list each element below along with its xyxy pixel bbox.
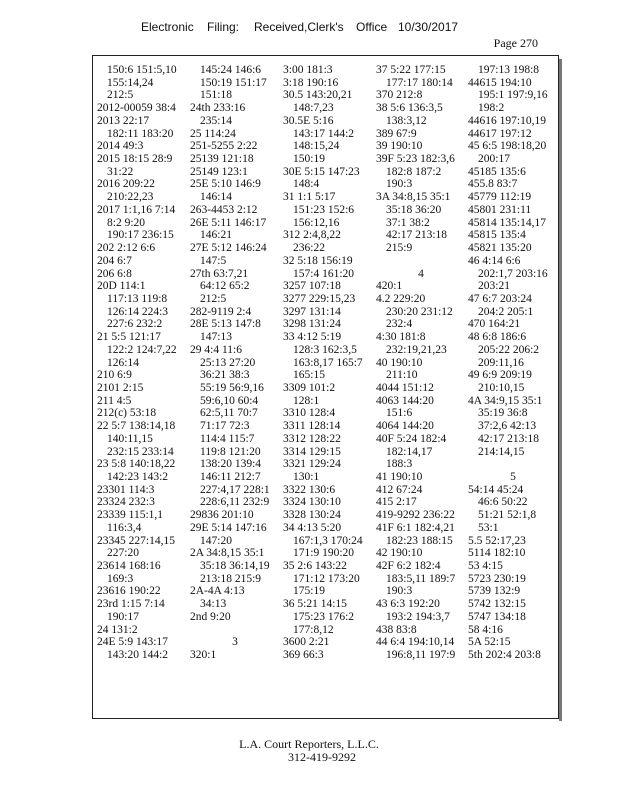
index-entry-line: 151:23 152:6 xyxy=(293,203,355,216)
index-entry-line: 39F 5:23 182:3,6 xyxy=(376,153,455,166)
index-entry-line: 175:19 xyxy=(293,585,325,598)
index-entry-line: 151:18 xyxy=(200,89,232,102)
index-entry-line: 46:6 50:22 xyxy=(478,496,528,509)
index-entry-line: 30.5E 5:16 xyxy=(283,114,334,127)
index-entry-line: 33 4:12 5:19 xyxy=(283,331,342,344)
index-entry-line: 232:15 233:14 xyxy=(107,445,174,458)
index-entry-line: 2101 2:15 xyxy=(97,381,144,394)
index-entry-line: 45801 231:11 xyxy=(468,203,532,216)
index-entry-line: 40F 5:24 182:4 xyxy=(376,432,447,445)
index-entry-line: 44 6:4 194:10,14 xyxy=(376,636,455,649)
index-entry-line: 5th 202:4 203:8 xyxy=(468,649,541,662)
index-entry-line xyxy=(376,255,466,268)
index-entry-line: 140:11,15 xyxy=(107,432,153,445)
index-entry-line: 37:1 38:2 xyxy=(386,216,430,229)
index-entry-line: 40 190:10 xyxy=(376,356,423,369)
index-entry-line: 138:3,12 xyxy=(386,114,427,127)
index-entry-line: 4044 151:12 xyxy=(376,381,434,394)
index-entry-line: 3:00 181:3 xyxy=(283,64,333,76)
index-entry-line: 34 4:13 5:20 xyxy=(283,521,342,534)
index-entry-line: 251-5255 2:22 xyxy=(190,140,258,153)
index-entry-line: 212(c) 53:18 xyxy=(97,407,157,420)
index-entry-line: 35:18 36:20 xyxy=(386,203,442,216)
index-entry-line: 177:8,12 xyxy=(293,623,334,636)
index-column-4 xyxy=(376,64,466,662)
index-entry-line: 156:12,16 xyxy=(293,216,340,229)
index-entry-line: 205:22 206:2 xyxy=(478,343,540,356)
index-entry-line: 214:14,15 xyxy=(478,445,525,458)
index-entry-line: 157:4 161:20 xyxy=(293,267,355,280)
index-entry-line: 29 4:4 11:6 xyxy=(190,343,242,356)
index-entry-line: 114:4 115:7 xyxy=(200,432,255,445)
index-entry-line: 24th 233:16 xyxy=(190,102,246,115)
index-entry-line: 55:19 56:9,16 xyxy=(200,381,264,394)
index-entry-line: 23 5:8 140:18,22 xyxy=(97,458,176,471)
index-entry-line: 25:13 27:20 xyxy=(200,356,256,369)
index-entry-line: 4064 144:20 xyxy=(376,420,434,433)
index-entry-line: 148:7,23 xyxy=(293,102,334,115)
index-entry-line: 35:19 36:8 xyxy=(478,407,528,420)
index-entry-line: 182:11 183:20 xyxy=(107,127,174,140)
index-entry-line: 20D 114:1 xyxy=(97,280,146,293)
index-entry-line: 148:15,24 xyxy=(293,140,340,153)
index-entry-line: 5723 230:19 xyxy=(468,572,526,585)
index-entry-line: 23324 232:3 xyxy=(97,496,155,509)
index-entry-line: 24 131:2 xyxy=(97,623,138,636)
index-entry-line: 419-9292 236:22 xyxy=(376,509,455,522)
index-entry-line: 177:17 180:14 xyxy=(386,76,453,89)
index-entry-line: 8:2 9:20 xyxy=(107,216,146,229)
stamp-word-date: 10/30/2017 xyxy=(398,20,459,34)
footer-company: L.A. Court Reporters, L.L.C. xyxy=(239,737,379,751)
index-entry-line: 150:19 151:17 xyxy=(200,76,267,89)
index-entry-line: 23614 168:16 xyxy=(97,560,161,573)
index-entry-line: 30.5 143:20,21 xyxy=(283,89,353,102)
index-entry-line: 3298 131:24 xyxy=(283,318,341,331)
index-entry-line: 45 6:5 198:18,20 xyxy=(468,140,547,153)
index-entry-line: 36 5:21 14:15 xyxy=(283,598,347,611)
index-entry-line: 53 4:15 xyxy=(468,560,503,573)
index-entry-line: 470 164:21 xyxy=(468,318,521,331)
index-entry-line: 3321 129:24 xyxy=(283,458,341,471)
stamp-word-received: Received,Clerk's xyxy=(254,20,344,34)
index-entry-line: 146:14 xyxy=(200,191,232,204)
index-entry-line: 190:3 xyxy=(386,585,413,598)
index-entry-line: 128:3 162:3,5 xyxy=(293,343,357,356)
index-entry-line: 190:3 xyxy=(386,178,413,191)
index-entry-line: 190:17 236:15 xyxy=(107,229,174,242)
index-entry-line: 3311 128:14 xyxy=(283,420,341,433)
index-entry-line: 147:5 xyxy=(200,254,227,267)
index-entry-line: 45815 135:4 xyxy=(468,229,526,242)
index-entry-line: 3324 130:10 xyxy=(283,496,341,509)
index-entry-line: 455.8 83:7 xyxy=(468,178,518,191)
index-entry-line: 45779 112:19 xyxy=(468,191,532,204)
index-entry-line: 122:2 124:7,22 xyxy=(107,343,177,356)
index-entry-line: 236:22 xyxy=(293,242,325,255)
index-entry-line: 44615 194:10 xyxy=(468,76,532,89)
index-entry-line: 147:13 xyxy=(200,331,232,344)
index-entry-line: 4:30 181:8 xyxy=(376,331,426,344)
index-entry-line: 23345 227:14,15 xyxy=(97,534,175,547)
index-entry-line: 25139 121:18 xyxy=(190,153,254,166)
index-entry-line: 23339 115:1,1 xyxy=(97,509,164,522)
index-entry-line: 34:13 xyxy=(200,598,227,611)
index-entry-line: 2013 22:17 xyxy=(97,114,150,127)
index-entry-line: 44617 197:12 xyxy=(468,127,532,140)
index-entry-line: 4.2 229:20 xyxy=(376,292,426,305)
index-entry-line: 37 5:22 177:15 xyxy=(376,64,446,76)
index-entry-line: 282-9119 2:4 xyxy=(190,305,252,318)
index-entry-line: 389 67:9 xyxy=(376,127,417,140)
index-entry-line: 3328 130:24 xyxy=(283,509,341,522)
index-entry-line: 204:2 205:1 xyxy=(478,305,534,318)
index-entry-line: 235:14 xyxy=(200,114,232,127)
index-entry-line: 3314 129:15 xyxy=(283,445,341,458)
index-entry-line: 2017 1:1,16 7:14 xyxy=(97,203,176,216)
index-entry-line: 204 6:7 xyxy=(97,254,132,267)
index-column-1 xyxy=(97,64,187,662)
index-entry-line: 150:6 151:5,10 xyxy=(107,64,177,76)
index-entry-line: 210:22,23 xyxy=(107,191,154,204)
index-entry-line: 26E 5:11 146:17 xyxy=(190,216,267,229)
index-entry-line: 41 190:10 xyxy=(376,471,423,483)
index-entry-line: 2A 34:8,15 35:1 xyxy=(190,547,265,560)
index-entry-line: 312 2:4,8,22 xyxy=(283,229,341,242)
index-entry-line: 5A 52:15 xyxy=(468,636,511,649)
index-entry-line: 5114 182:10 xyxy=(468,547,526,560)
index-entry-line: 64:12 65:2 xyxy=(200,280,250,293)
index-entry-line: 200:17 xyxy=(478,153,510,166)
index-entry-line: 146:11 212:7 xyxy=(200,471,261,483)
index-entry-line: 148:4 xyxy=(293,178,320,191)
index-entry-line: 116:3,4 xyxy=(107,521,142,534)
index-entry-line: 182:8 187:2 xyxy=(386,165,442,178)
index-entry-line: 126:14 224:3 xyxy=(107,305,169,318)
index-entry-line: 147:20 xyxy=(200,534,232,547)
index-entry-line: 190:17 xyxy=(107,610,139,623)
index-entry-line: 58 4:16 xyxy=(468,623,503,636)
index-entry-line: 145:24 146:6 xyxy=(200,64,262,76)
index-entry-line xyxy=(468,458,558,471)
index-entry-line: 202 2:12 6:6 xyxy=(97,242,156,255)
page-number: Page 270 xyxy=(493,36,538,50)
index-entry-line: 175:23 176:2 xyxy=(293,610,355,623)
stamp-word-electronic: Electronic xyxy=(141,20,194,34)
index-entry-line: 412 67:24 xyxy=(376,483,423,496)
index-entry-line: 23301 114:3 xyxy=(97,483,155,496)
index-entry-line: 42:17 213:18 xyxy=(478,432,540,445)
index-entry-line: 212:5 xyxy=(200,292,227,305)
index-entry-line: 130:1 xyxy=(293,471,320,483)
index-entry-line: 119:8 121:20 xyxy=(200,445,261,458)
index-entry-line: 210:10,15 xyxy=(478,381,525,394)
index-entry-line: 39 190:10 xyxy=(376,140,423,153)
index-entry-line: 35 2:6 143:22 xyxy=(283,560,347,573)
index-entry-line: 42:17 213:18 xyxy=(386,229,448,242)
footer-phone: 312-419-9292 xyxy=(288,750,356,764)
index-entry-line: 59:6,10 60:4 xyxy=(200,394,259,407)
index-entry-line: 138:20 139:4 xyxy=(200,458,262,471)
index-entry-line: 4A 34:9,15 35:1 xyxy=(468,394,543,407)
index-entry-line: 3:18 190:16 xyxy=(283,76,339,89)
index-entry-line: 47 6:7 203:24 xyxy=(468,292,532,305)
index-entry-line: 45185 135:6 xyxy=(468,165,526,178)
index-entry-line: 202:1,7 203:16 xyxy=(478,267,548,280)
index-entry-line: 197:13 198:8 xyxy=(478,64,540,76)
index-entry-line: 2016 209:22 xyxy=(97,178,155,191)
index-entry-line: 48 6:8 186:6 xyxy=(468,331,527,344)
index-entry-line: 3A 34:8,15 35:1 xyxy=(376,191,451,204)
index-entry-line: 193:2 194:3,7 xyxy=(386,610,450,623)
index-section-letter: 4 xyxy=(418,267,424,280)
index-entry-line: 143:20 144:2 xyxy=(107,649,169,662)
index-entry-line: 62:5,11 70:7 xyxy=(200,407,258,420)
index-entry-line: 5742 132:15 xyxy=(468,598,526,611)
index-entry-line: 227:20 xyxy=(107,547,139,560)
stamp-word-office: Office xyxy=(356,20,388,34)
index-entry-line: 2nd 9:20 xyxy=(190,610,231,623)
index-entry-line: 28E 5:13 147:8 xyxy=(190,318,261,331)
index-entry-line: 27E 5:12 146:24 xyxy=(190,242,267,255)
index-entry-line: 27th 63:7,21 xyxy=(190,267,249,280)
index-entry-line: 45814 135:14,17 xyxy=(468,216,546,229)
index-entry-line: 167:1,3 170:24 xyxy=(293,534,363,547)
index-entry-line: 2012-00059 38:4 xyxy=(97,102,176,115)
index-entry-line: 46 4:14 6:6 xyxy=(468,254,521,267)
index-entry-line: 210 6:9 xyxy=(97,369,132,382)
index-entry-line: 320:1 xyxy=(190,649,217,662)
index-entry-line: 31:22 xyxy=(107,165,134,178)
index-entry-line: 3297 131:14 xyxy=(283,305,341,318)
index-entry-line: 227:6 232:2 xyxy=(107,318,163,331)
index-entry-line: 29836 201:10 xyxy=(190,509,254,522)
index-entry-line: 71:17 72:3 xyxy=(200,420,250,433)
index-entry-line: 420:1 xyxy=(376,280,403,293)
index-entry-line: 3257 107:18 xyxy=(283,280,341,293)
index-entry-line: 25149 123:1 xyxy=(190,165,248,178)
index-section-letter: 3 xyxy=(232,636,238,649)
index-entry-line: 25 114:24 xyxy=(190,127,236,140)
index-entry-line: 2A-4A 4:13 xyxy=(190,585,245,598)
index-entry-line: 36:21 38:3 xyxy=(200,369,250,382)
index-entry-line: 211 4:5 xyxy=(97,394,132,407)
index-entry-line: 32 5:18 156:19 xyxy=(283,254,353,267)
index-entry-line: 45821 135:20 xyxy=(468,242,532,255)
index-entry-line: 3310 128:4 xyxy=(283,407,336,420)
index-entry-line: 43 6:3 192:20 xyxy=(376,598,440,611)
index-entry-line: 213:18 215:9 xyxy=(200,572,262,585)
index-entry-line: 155:14,24 xyxy=(107,76,154,89)
index-entry-line: 2014 49:3 xyxy=(97,140,144,153)
index-entry-line: 165:15 xyxy=(293,369,325,382)
index-entry-line: 263-4453 2:12 xyxy=(190,203,258,216)
index-entry-line: 5747 134:18 xyxy=(468,610,526,623)
index-entry-line: 215:9 xyxy=(386,242,413,255)
index-entry-line: 54:14 45:24 xyxy=(468,483,524,496)
index-entry-line: 232:19,21,23 xyxy=(386,343,447,356)
index-entry-line: 49 6:9 209:19 xyxy=(468,369,532,382)
index-entry-line: 42 190:10 xyxy=(376,547,423,560)
index-entry-line: 128:1 xyxy=(293,394,320,407)
index-entry-line: 230:20 231:12 xyxy=(386,305,453,318)
index-frame xyxy=(92,55,559,719)
index-entry-line: 227:4,17 228:1 xyxy=(200,483,270,496)
index-column-2 xyxy=(190,64,280,662)
index-entry-line: 25E 5:10 146:9 xyxy=(190,178,261,191)
index-column-3 xyxy=(283,64,373,662)
index-entry-line xyxy=(190,624,280,637)
index-entry-line: 4063 144:20 xyxy=(376,394,434,407)
index-entry-line: 21 5:5 121:17 xyxy=(97,331,161,344)
index-entry-line: 3312 128:22 xyxy=(283,432,341,445)
index-entry-line: 3309 101:2 xyxy=(283,381,336,394)
index-entry-line: 23rd 1:15 7:14 xyxy=(97,598,165,611)
index-entry-line: 3322 130:6 xyxy=(283,483,336,496)
index-entry-line: 24E 5:9 143:17 xyxy=(97,636,168,649)
index-entry-line: 31 1:1 5:17 xyxy=(283,191,336,204)
index-entry-line: 232:4 xyxy=(386,318,413,331)
index-entry-line: 41F 6:1 182:4,21 xyxy=(376,521,455,534)
index-entry-line: 182:14,17 xyxy=(386,445,433,458)
index-entry-line: 53:1 xyxy=(478,521,499,534)
footer xyxy=(0,738,618,764)
index-entry-line: 3277 229:15,23 xyxy=(283,292,356,305)
index-entry-line: 369 66:3 xyxy=(283,649,324,662)
index-entry-line: 5739 132:9 xyxy=(468,585,521,598)
index-entry-line: 203:21 xyxy=(478,280,510,293)
index-entry-line: 3600 2:21 xyxy=(283,636,330,649)
index-entry-line: 415 2:17 xyxy=(376,496,417,509)
index-entry-line: 2015 18:15 28:9 xyxy=(97,153,173,166)
index-entry-line: 143:17 144:2 xyxy=(293,127,355,140)
index-entry-line: 117:13 119:8 xyxy=(107,292,168,305)
index-entry-line: 183:5,11 189:7 xyxy=(386,572,456,585)
index-entry-line: 35:18 36:14,19 xyxy=(200,560,270,573)
index-entry-line: 126:14 xyxy=(107,356,139,369)
index-entry-line: 209:11,16 xyxy=(478,356,524,369)
index-entry-line: 163:8,17 165:7 xyxy=(293,356,363,369)
index-entry-line: 38 5:6 136:3,5 xyxy=(376,102,443,115)
index-section-letter: 5 xyxy=(510,471,516,483)
index-entry-line: 171:12 173:20 xyxy=(293,572,360,585)
index-entry-line: 37:2,6 42:13 xyxy=(478,420,537,433)
index-entry-line: 51:21 52:1,8 xyxy=(478,509,537,522)
index-entry-line: 30E 5:15 147:23 xyxy=(283,165,360,178)
index-entry-line: 150:19 xyxy=(293,153,325,166)
index-entry-line: 211:10 xyxy=(386,369,418,382)
index-entry-line: 171:9 190:20 xyxy=(293,547,355,560)
index-entry-line: 212:5 xyxy=(107,89,134,102)
index-entry-line: 29E 5:14 147:16 xyxy=(190,521,267,534)
index-entry-line: 22 5:7 138:14,18 xyxy=(97,420,176,433)
index-entry-line: 42F 6:2 182:4 xyxy=(376,560,441,573)
index-column-5 xyxy=(468,64,558,662)
index-entry-line: 188:3 xyxy=(386,458,413,471)
index-entry-line: 5.5 52:17,23 xyxy=(468,534,526,547)
stamp-word-filing: Filing: xyxy=(207,20,240,34)
index-entry-line: 228:6,11 232:9 xyxy=(200,496,270,509)
index-entry-line: 142:23 143:2 xyxy=(107,471,169,483)
index-entry-line: 370 212:8 xyxy=(376,89,423,102)
index-entry-line: 206 6:8 xyxy=(97,267,132,280)
index-entry-line: 195:1 197:9,16 xyxy=(478,89,548,102)
index-entry-line: 169:3 xyxy=(107,572,134,585)
index-entry-line: 151:6 xyxy=(386,407,413,420)
index-entry-line: 146:21 xyxy=(200,229,232,242)
index-entry-line: 198:2 xyxy=(478,102,505,115)
index-entry-line: 438 83:8 xyxy=(376,623,417,636)
index-entry-line: 23616 190:22 xyxy=(97,585,161,598)
index-entry-line: 44616 197:10,19 xyxy=(468,114,546,127)
index-entry-line: 182:23 188:15 xyxy=(386,534,453,547)
index-entry-line: 196:8,11 197:9 xyxy=(386,649,456,662)
